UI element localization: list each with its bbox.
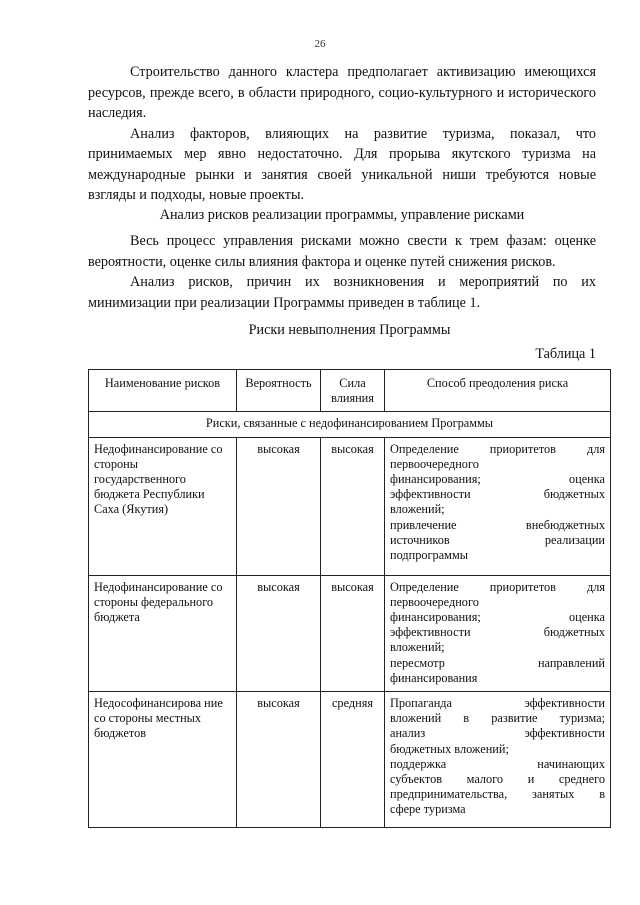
method-line: вложений; xyxy=(390,502,445,517)
header-impact: Сила влияния xyxy=(321,370,385,412)
method-line: финансирования; оценка xyxy=(390,610,605,625)
risks-table xyxy=(88,369,611,828)
risk-impact: высокая xyxy=(321,575,385,691)
table-header-row xyxy=(89,370,611,412)
header-method: Способ преодоления риска xyxy=(385,370,611,412)
method-line: эффективности бюджетных xyxy=(390,625,605,640)
method-line: первоочередного xyxy=(390,456,479,471)
paragraph-phases: Весь процесс управления рисками можно свести к трем фазам: оценке вероятности, оценке силы влияния фактора и оценке путей снижения рисков. xyxy=(88,233,596,270)
risk-impact: средняя xyxy=(321,692,385,828)
risk-probability: высокая xyxy=(237,692,321,828)
paragraph-factors: Анализ факторов, влияющих на развитие туризма, показал, что принимаемых мер явно недостаточно. Для прорыва якутского туризма на международные рынки и занятия своей уникальной ниши требуются новые взгляды и подходы, новые проекты. xyxy=(88,125,596,203)
method-line: бюджетных вложений; xyxy=(390,741,509,756)
section-heading-block xyxy=(88,205,596,226)
page-number: 26 xyxy=(314,38,326,50)
risk-name: Недософинансирова ние со стороны местных бюджетов xyxy=(89,692,237,828)
risk-method xyxy=(385,437,611,575)
table-label-block xyxy=(88,344,596,364)
method-line: Определение приоритетов для xyxy=(390,579,605,594)
method-line: пересмотр направлений xyxy=(390,655,605,670)
group-row xyxy=(89,412,611,437)
method-line: финансирования xyxy=(390,670,478,685)
method-line: привлечение внебюджетных xyxy=(390,517,605,532)
risk-probability: высокая xyxy=(237,575,321,691)
method-line: вложений; xyxy=(390,640,445,655)
risk-name: Недофинансирование со стороны федерального бюджета xyxy=(89,575,237,691)
table-row xyxy=(89,692,611,828)
method-line: источников реализации xyxy=(390,532,605,547)
header-probability: Вероятность xyxy=(237,370,321,412)
method-line: анализ эффективности xyxy=(390,726,605,741)
body-text-risks xyxy=(88,231,596,313)
table-label: Таблица 1 xyxy=(535,346,596,362)
method-line: первоочередного xyxy=(390,594,479,609)
risk-name: Недофинансирование со стороны государственного бюджета Республики Саха (Якутия) xyxy=(89,437,237,575)
method-line: Определение приоритетов для xyxy=(390,441,605,456)
table-row xyxy=(89,437,611,575)
method-line: сфере туризма xyxy=(390,802,466,817)
risk-probability: высокая xyxy=(237,437,321,575)
method-line: эффективности бюджетных xyxy=(390,487,605,502)
table-title: Риски невыполнения Программы xyxy=(248,322,451,338)
section-heading: Анализ рисков реализации программы, управление рисками xyxy=(159,207,525,223)
risk-impact: высокая xyxy=(321,437,385,575)
risk-method xyxy=(385,692,611,828)
risk-method xyxy=(385,575,611,691)
paragraph-analysis: Анализ рисков, причин их возникновения и мероприятий по их минимизации при реализации Программы приведен в таблице 1. xyxy=(88,274,596,311)
table-title-block xyxy=(88,320,611,341)
method-line: вложений в развитие туризма; xyxy=(390,711,605,726)
body-text-intro xyxy=(88,62,596,206)
method-line: предпринимательства, занятых в xyxy=(390,787,605,802)
method-line: поддержка начинающих xyxy=(390,756,605,771)
header-name: Наименование рисков xyxy=(89,370,237,412)
group-title: Риски, связанные с недофинансированием Программы xyxy=(89,412,611,437)
table-row xyxy=(89,575,611,691)
method-line: субъектов малого и среднего xyxy=(390,772,605,787)
method-line: финансирования; оценка xyxy=(390,472,605,487)
method-line: Пропаганда эффективности xyxy=(390,696,605,711)
method-line: подпрограммы xyxy=(390,548,468,563)
paragraph-cluster: Строительство данного кластера предполагает активизацию имеющихся ресурсов, прежде всего, в области природного, социо-культурного и исторического наследия. xyxy=(88,64,596,121)
